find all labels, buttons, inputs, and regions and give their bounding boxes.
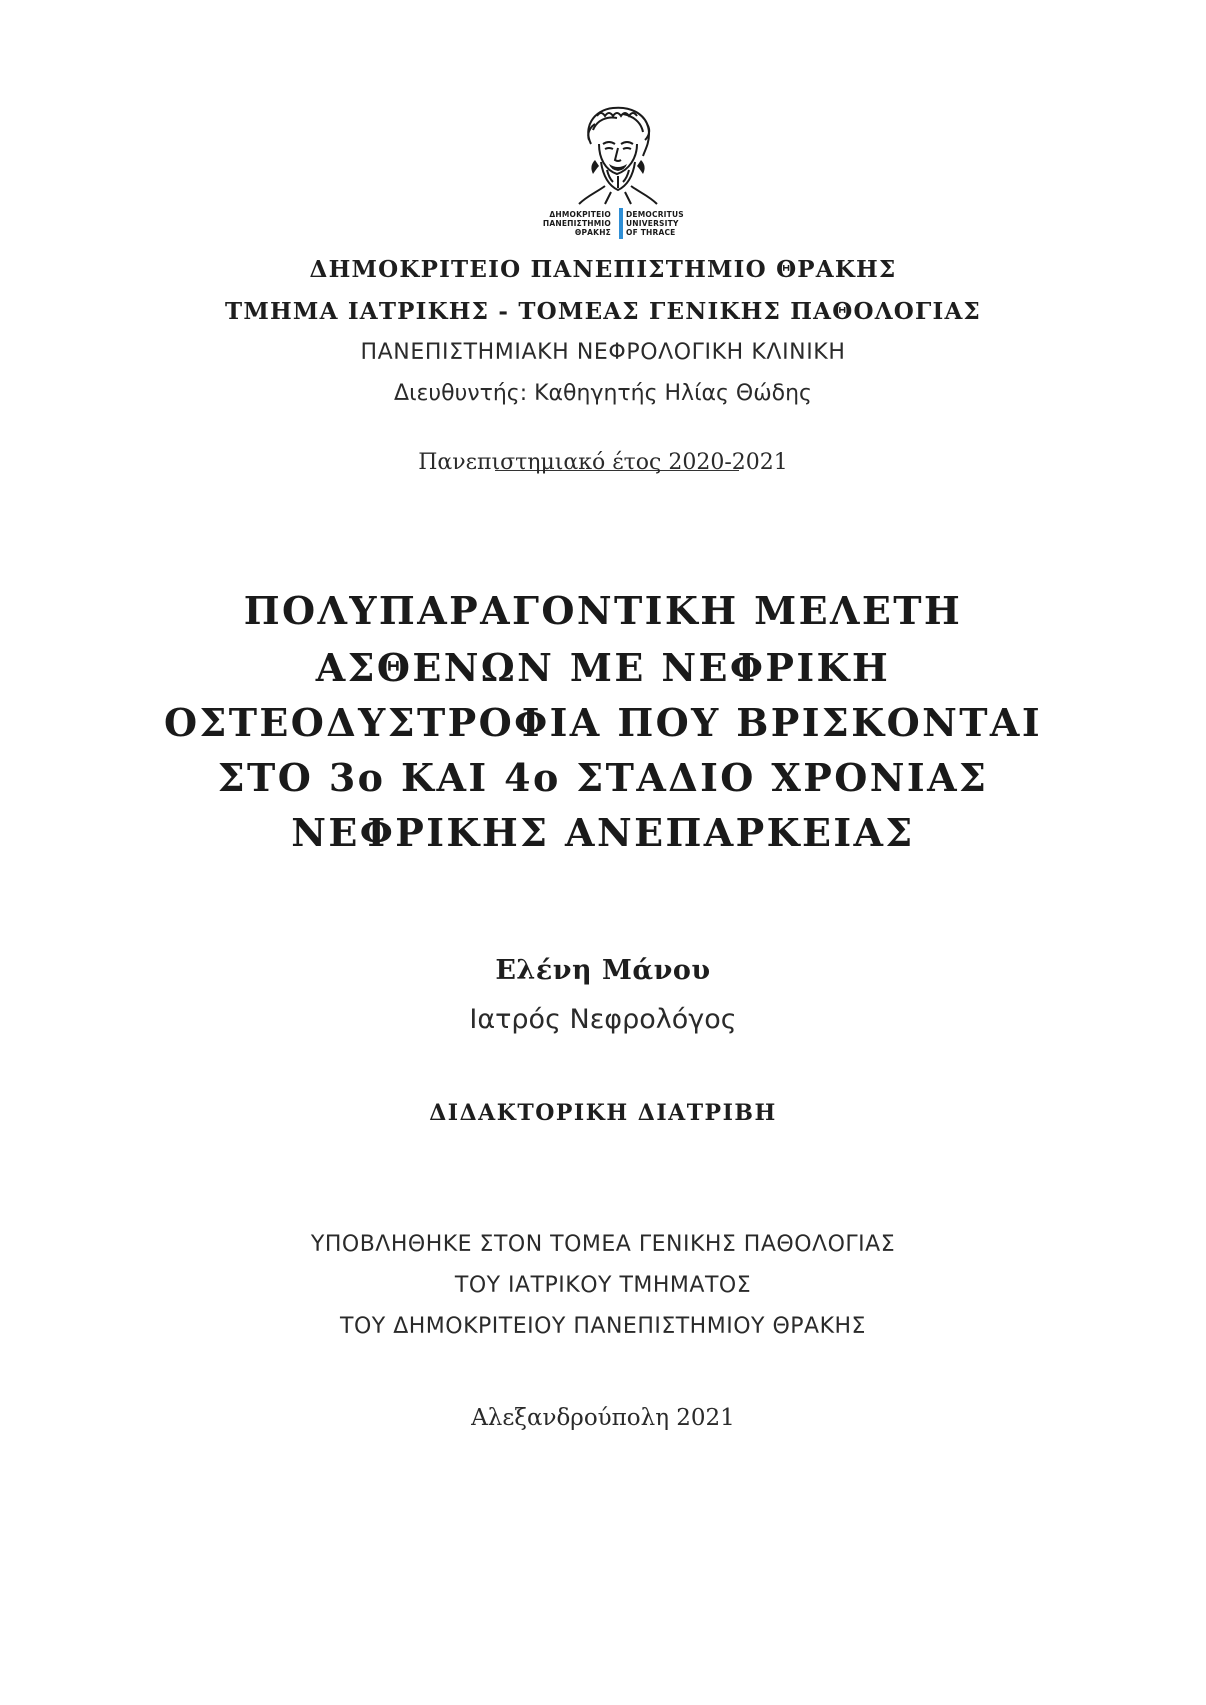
document-type: ΔΙΔΑΚΤΟΡΙΚΗ ΔΙΑΤΡΙΒΗ bbox=[429, 1100, 777, 1126]
author-role: Ιατρός Νεφρολόγος bbox=[469, 1004, 737, 1035]
submission-line-2: ΤΟΥ ΙΑΤΡΙΚΟΥ ΤΜΗΜΑΤΟΣ bbox=[454, 1273, 752, 1298]
place-and-year: Αλεξανδρούπολη 2021 bbox=[471, 1405, 735, 1431]
university-name: ΔΗΜΟΚΡΙΤΕΙΟ ΠΑΝΕΠΙΣΤΗΜΙΟ ΘΡΑΚΗΣ bbox=[309, 256, 897, 283]
submission-line-3: ΤΟΥ ΔΗΜΟΚΡΙΤΕΙΟΥ ΠΑΝΕΠΙΣΤΗΜΙΟΥ ΘΡΑΚΗΣ bbox=[340, 1314, 866, 1339]
democritus-bust-icon bbox=[553, 100, 683, 206]
logo-divider-bar bbox=[619, 208, 623, 239]
director-line: Διευθυντής: Καθηγητής Ηλίας Θώδης bbox=[394, 381, 812, 406]
academic-year: Πανεπιστημιακό έτος 2020-2021 bbox=[418, 450, 788, 475]
department-name: ΤΜΗΜΑ ΙΑΤΡΙΚΗΣ - ΤΟΜΕΑΣ ΓΕΝΙΚΗΣ ΠΑΘΟΛΟΓΙΑΣ bbox=[225, 298, 981, 325]
submission-line-1: ΥΠΟΒΛΗΘΗΚΕ ΣΤΟΝ ΤΟΜΕΑ ΓΕΝΙΚΗΣ ΠΑΘΟΛΟΓΙΑΣ bbox=[310, 1232, 896, 1257]
logo-name-greek: ΔΗΜΟΚΡΙΤΕΙΟ ΠΑΝΕΠΙΣΤΗΜΙΟ ΘΡΑΚΗΣ bbox=[542, 210, 611, 237]
thesis-title-line-2: ΑΣΘΕΝΩΝ ΜΕ ΝΕΦΡΙΚΗ bbox=[315, 645, 891, 690]
clinic-name: ΠΑΝΕΠΙΣΤΗΜΙΑΚΗ ΝΕΦΡΟΛΟΓΙΚΗ ΚΛΙΝΙΚΗ bbox=[360, 340, 846, 365]
author-name: Ελένη Μάνου bbox=[495, 955, 711, 986]
logo-name-english: DEMOCRITUS UNIVERSITY OF THRACE bbox=[626, 210, 684, 237]
thesis-title-line-5: ΝΕΦΡΙΚΗΣ ΑΝΕΠΑΡΚΕΙΑΣ bbox=[291, 810, 915, 855]
university-logo bbox=[542, 100, 684, 248]
thesis-title-line-4: ΣΤΟ 3ο ΚΑΙ 4ο ΣΤΑΔΙΟ ΧΡΟΝΙΑΣ bbox=[217, 755, 989, 800]
thesis-title-line-3: ΟΣΤΕΟΔΥΣΤΡΟΦΙΑ ΠΟΥ ΒΡΙΣΚΟΝΤΑΙ bbox=[163, 700, 1042, 745]
thesis-title-line-1: ΠΟΛΥΠΑΡΑΓΟΝΤΙΚΗ ΜΕΛΕΤΗ bbox=[243, 588, 963, 633]
